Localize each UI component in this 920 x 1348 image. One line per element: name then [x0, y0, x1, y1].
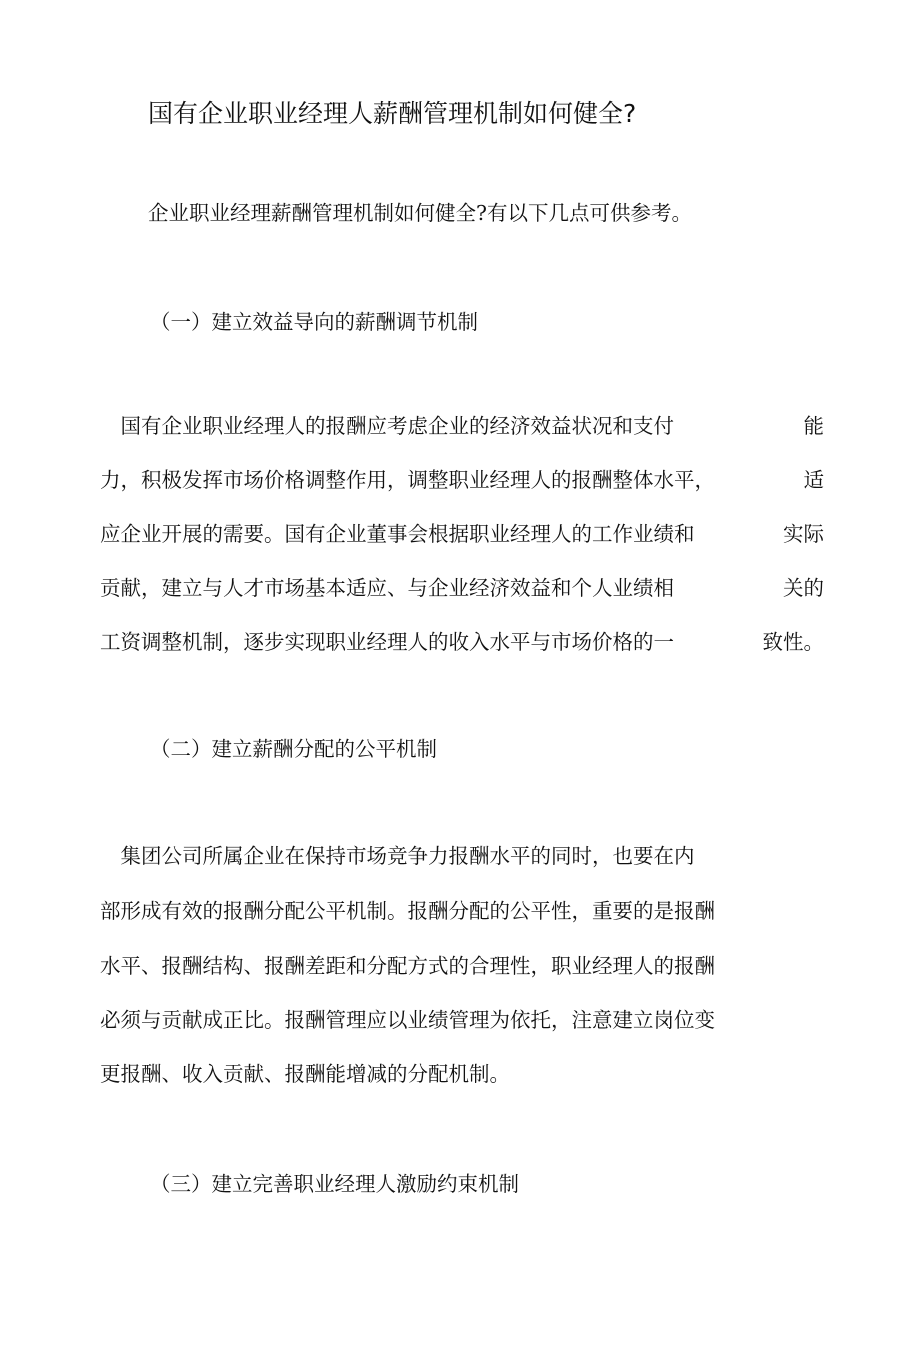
section-heading-2: （二）建立薪酬分配的公平机制 [150, 737, 437, 761]
paragraph-line: 力，积极发挥市场价格调整作用，调整职业经理人的报酬整体水平， 适 [100, 468, 824, 492]
paragraph-line: 更报酬、收入贡献、报酬能增减的分配机制。 [100, 1062, 510, 1086]
section-heading-1: （一）建立效益导向的薪酬调节机制 [150, 310, 478, 334]
document-title: 国有企业职业经理人薪酬管理机制如何健全? [148, 99, 637, 128]
paragraph-line: 部形成有效的报酬分配公平机制。报酬分配的公平性，重要的是报酬 [100, 899, 715, 923]
paragraph-line: 必须与贡献成正比。报酬管理应以业绩管理为依托，注意建立岗位变 [100, 1008, 715, 1032]
intro-paragraph: 企业职业经理薪酬管理机制如何健全?有以下几点可供参考。 [148, 201, 692, 225]
paragraph-line: 贡献，建立与人才市场基本适应、与企业经济效益和个人业绩相 关的 [100, 576, 824, 600]
paragraph-line: 应企业开展的需要。国有企业董事会根据职业经理人的工作业绩和 实际 [100, 522, 824, 546]
section-heading-3: （三）建立完善职业经理人激励约束机制 [150, 1172, 519, 1196]
paragraph-line: 集团公司所属企业在保持市场竞争力报酬水平的同时，也要在内 [100, 844, 695, 868]
paragraph-line: 水平、报酬结构、报酬差距和分配方式的合理性，职业经理人的报酬 [100, 954, 715, 978]
paragraph-line: 工资调整机制，逐步实现职业经理人的收入水平与市场价格的一 致性。 [100, 630, 824, 654]
paragraph-line: 国有企业职业经理人的报酬应考虑企业的经济效益状况和支付 能 [100, 414, 824, 438]
